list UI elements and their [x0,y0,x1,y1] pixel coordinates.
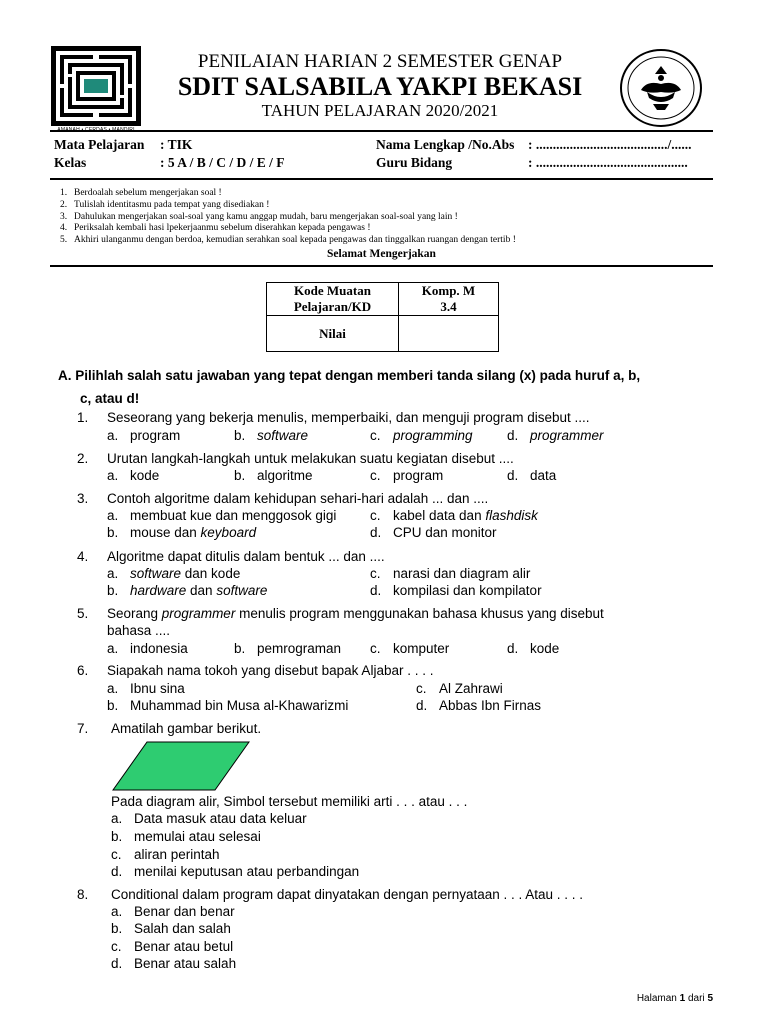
name-label: Nama Lengkap /No.Abs [376,137,515,152]
option-b[interactable]: b. pemrograman [234,641,342,656]
subject-label: Mata Pelajaran [54,137,145,152]
kode-muatan-cell: Kode Muatan Pelajaran/KD [267,283,399,316]
option-b[interactable]: b. hardware dan software [107,583,268,598]
option-d[interactable]: d. Benar atau salah [111,956,237,971]
option-b[interactable]: b. software [234,428,309,443]
instruction-item: 3. Dahulukan mengerjakan soal-soal yang kamu anggap mudah, baru mengerjakan soal-soal yang lain ! [60,211,458,222]
option-c[interactable]: c. aliran perintah [111,847,220,862]
option-c[interactable]: c. Al Zahrawi [416,681,503,696]
option-d[interactable]: d. data [507,468,557,483]
school-name: SDIT SALSABILA YAKPI BEKASI [177,72,583,101]
info-divider [50,178,713,180]
instructions-divider [50,265,713,267]
option-b[interactable]: b. mouse dan keyboard [107,525,257,540]
option-c[interactable]: c. narasi dan diagram alir [370,566,531,581]
option-c[interactable]: c. komputer [370,641,450,656]
option-a[interactable]: a. Benar dan benar [111,904,235,919]
option-b[interactable]: b. Muhammad bin Musa al-Khawarizmi [107,698,349,713]
option-d[interactable]: d. kompilasi dan kompilator [370,583,542,598]
option-d[interactable]: d. Abbas Ibn Firnas [416,698,542,713]
tut-wuri-emblem-icon [617,44,705,132]
option-d[interactable]: d. menilai keputusan atau perbandingan [111,864,360,879]
score-table [266,282,499,352]
option-d[interactable]: d. programmer [507,428,604,443]
teacher-field: : ............................................. [528,155,688,170]
school-logo-icon [51,46,141,126]
option-a[interactable]: a. kode [107,468,160,483]
closing-text: Selamat Mengerjakan [327,248,436,260]
instruction-item: 4. Periksalah kembali hasi lpekerjaanmu sebelum diserahkan kepada pengawas ! [60,223,371,234]
teacher-label: Guru Bidang [376,155,453,170]
section-a-instruction: A. Pilihlah salah satu jawaban yang tepat dengan memberi tanda silang (x) pada huruf a, b, c, atau d! [58,368,641,406]
header-divider [50,130,713,132]
nilai-value-cell[interactable] [399,316,499,352]
option-c[interactable]: c. program [370,468,444,483]
option-c[interactable]: c. kabel data dan flashdisk [370,508,538,523]
subject-value: : TIK [160,137,193,152]
option-a[interactable]: a. Ibnu sina [107,681,185,696]
instruction-item: 1. Berdoalah sebelum mengerjakan soal ! [60,188,222,198]
komp-cell: Komp. M 3.4 [399,283,499,316]
class-label: Kelas [54,155,87,170]
option-b[interactable]: b. Salah dan salah [111,921,231,936]
option-a[interactable]: a. program [107,428,181,443]
class-value: : 5 A / B / C / D / E / F [160,155,285,170]
option-a[interactable]: a. membuat kue dan menggosok gigi [107,508,337,523]
option-d[interactable]: d. kode [507,641,560,656]
nilai-label-cell: Nilai [267,316,399,352]
parallelogram-icon [111,741,251,791]
option-b[interactable]: b. algoritme [234,468,313,483]
instruction-item: 5. Akhiri ulanganmu dengan berdoa, kemudian serahkan soal kepada pengawas dan tinggalkan ruangan dengan tertib ! [60,235,516,246]
instruction-item: 2. Tulislah identitasmu pada tempat yang disediakan ! [60,199,270,210]
school-logo [51,46,141,134]
option-a[interactable]: a. indonesia [107,641,188,656]
option-a[interactable]: a. software dan kode [107,566,241,581]
name-field: : ......................................./...... [528,137,692,152]
page-number: Halaman 1 dari 5 [636,993,713,1004]
option-d[interactable]: d. CPU dan monitor [370,525,497,540]
option-c[interactable]: c. programming [370,428,473,443]
exam-title: PENILAIAN HARIAN 2 SEMESTER GENAP [197,51,563,72]
option-c[interactable]: c. Benar atau betul [111,939,234,954]
option-a[interactable]: a. Data masuk atau data keluar [111,811,307,826]
academic-year: TAHUN PELAJARAN 2020/2021 [261,101,499,120]
instructions [60,188,710,247]
option-b[interactable]: b. memulai atau selesai [111,829,261,844]
tut-wuri-handayani-logo [617,44,705,132]
